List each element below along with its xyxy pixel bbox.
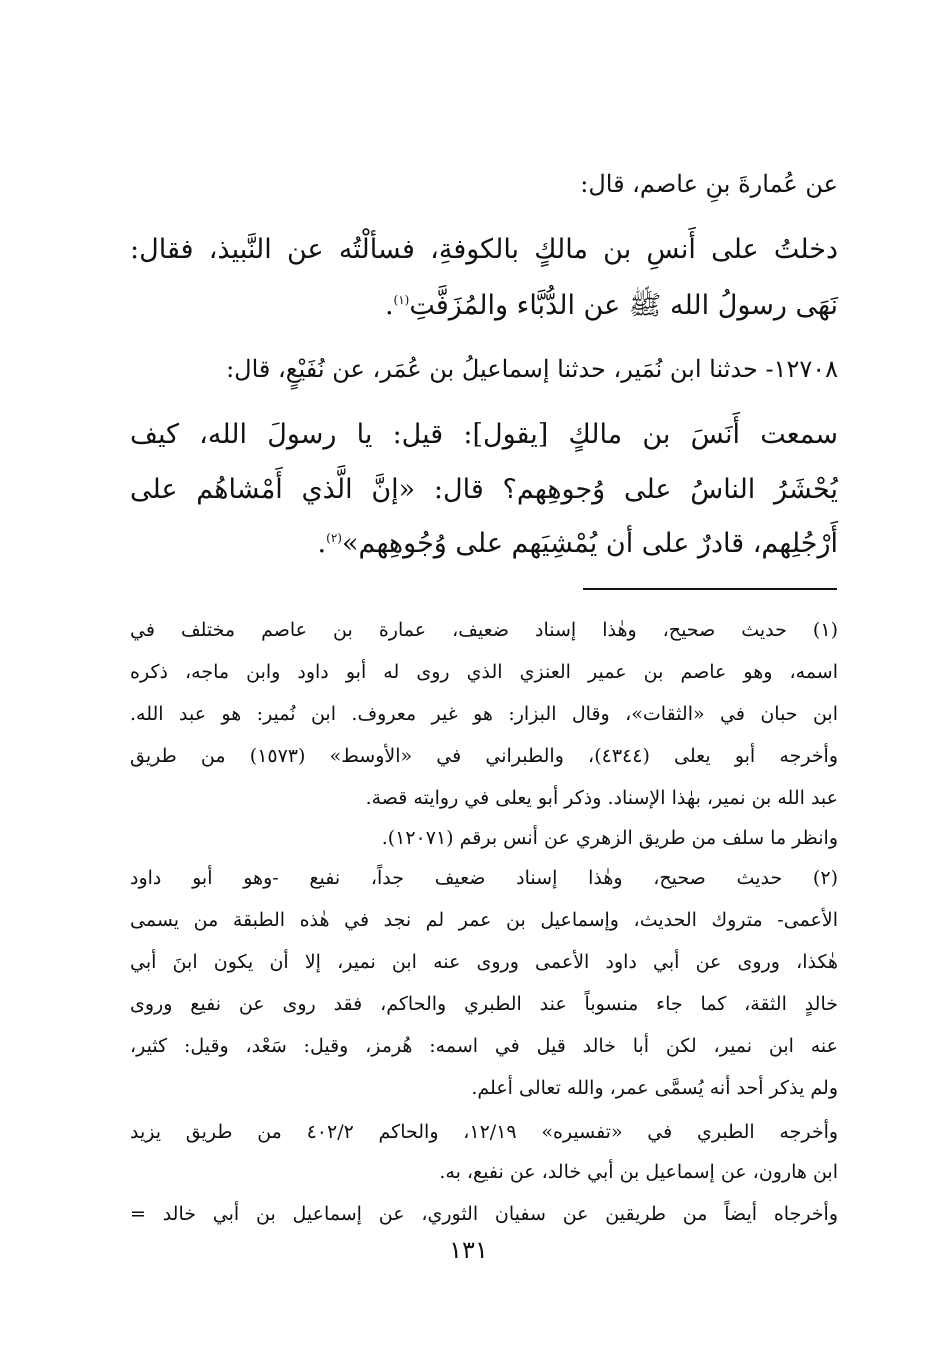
footnote1-line3: ابن حبان في «الثقات»، وقال البزار: هو غير معروف. ابن نُمير: هو عبد الله.: [130, 703, 838, 725]
footnote-ref-2: (٢): [326, 531, 342, 545]
intro-line: عن عُمارةَ بنِ عاصم، قال:: [580, 170, 838, 198]
footnote2-line1: (٢) حديث صحيح، وهٰذا إسناد ضعيف جداً، نفيع -وهو أبو داود: [130, 867, 838, 889]
hadith2-isnad: ١٢٧٠٨- حدثنا ابن نُمَير، حدثنا إسماعيلُ بن عُمَر، عن نُفَيْعٍ، قال:: [226, 355, 838, 383]
hadith1-text: نَهَى رسولُ الله ﷺ عن الدُّبَّاء والمُزَفَّتِ: [409, 290, 838, 321]
footnote1c-line1: وانظر ما سلف من طريق الزهري عن أنس برقم (١٢٠٧١).: [381, 827, 838, 849]
footnote2-line4: خالدٍ الثقة، كما جاء منسوباً عند الطبري والحاكم، فقد روى عن نفيع وروى: [130, 993, 838, 1015]
footnote2-line2: الأعمى- متروك الحديث، وإسماعيل بن عمر لم نجد في هٰذه الطبقة من يسمى: [130, 909, 838, 931]
hadith2-text: أَرْجُلِهم، قادرٌ على أن يُمْشِيَهم على وُجُوهِهم»: [341, 528, 838, 559]
footnote1b-line1: وأخرجه أبو يعلى (٤٣٤٤)، والطبراني في «الأوسط» (١٥٧٣) من طريق: [130, 745, 839, 767]
footnote2-line5: عنه ابن نمير، لكن أبا خالد قيل في اسمه: هُرمز، وقيل: سَعْد، وقيل: كثير،: [130, 1035, 838, 1057]
footnote-divider: [583, 588, 837, 590]
footnote1-line1: (١) حديث صحيح، وهٰذا إسناد ضعيف، عمارة بن عاصم مختلف في: [130, 619, 838, 641]
footnote2b-line2: ابن هارون، عن إسماعيل بن أبي خالد، عن نفيع، به.: [439, 1161, 838, 1183]
footnote2b-line1: وأخرجه الطبري في «تفسيره» ١٢/١٩، والحاكم ٤٠٢/٢ من طريق يزيد: [130, 1121, 839, 1143]
hadith1-line2: [130, 288, 838, 328]
footnote1b-line2: عبد الله بن نمير، بهٰذا الإسناد. وذكر أبو يعلى في روايته قصة.: [365, 787, 838, 809]
footnote2c-line1: وأخرجاه أيضاً من طريقين عن سفيان الثوري، عن إسماعيل بن أبي خالد =: [130, 1203, 838, 1225]
footnote1-line2: اسمه، وهو عاصم بن عمير العنزي الذي روى له أبو داود وابن ماجه، ذكره: [130, 661, 838, 683]
hadith1-line1: دخلتُ على أَنسِ بن مالكٍ بالكوفةِ، فسألْتُه عن النَّبيذ، فقال:: [130, 234, 838, 265]
footnote2-line6: ولم يذكر أحد أنه يُسمَّى عمر، والله تعالى أعلم.: [471, 1077, 838, 1099]
hadith2-line1: سمعت أَنَسَ بن مالكٍ [يقول]: قيل: يا رسولَ الله، كيف: [130, 419, 838, 450]
hadith2-line3: [130, 528, 838, 559]
hadith2-line2: يُحْشَرُ الناسُ على وُجوهِهم؟ قال: «إنَّ الَّذي أَمْشاهُم على: [130, 474, 838, 505]
page-number: ١٣١: [449, 1236, 488, 1264]
footnote-ref-1: (١): [393, 293, 410, 307]
hadith2-end: .: [317, 528, 327, 559]
hadith1-end: .: [384, 290, 394, 321]
footnote2-line3: هٰكذا، وروى عن أبي داود الأعمى وروى عنه ابن نمير، إلا أن يكون ابنَ أبي: [130, 951, 838, 973]
